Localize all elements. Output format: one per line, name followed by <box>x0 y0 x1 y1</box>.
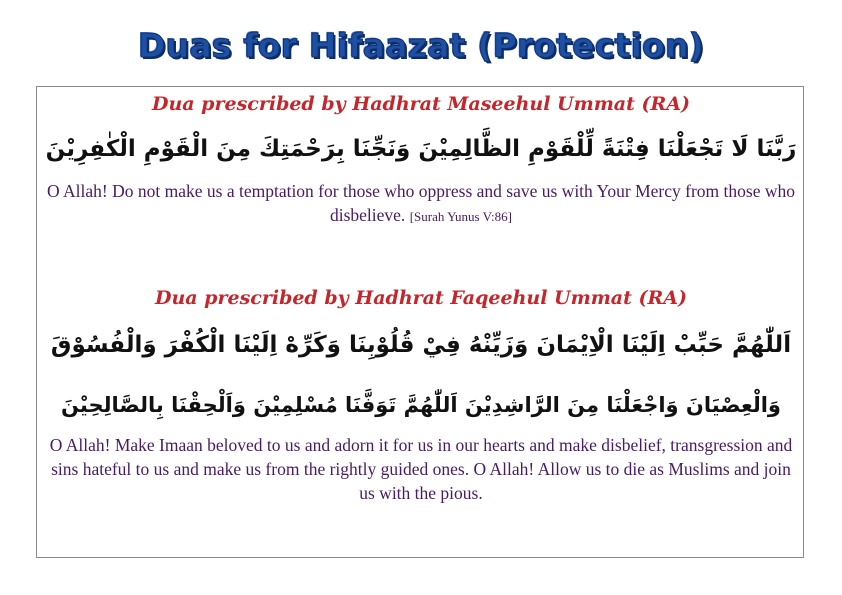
content-frame <box>36 86 804 558</box>
dua-2-heading: Dua prescribed by Hadhrat Faqeehul Ummat (RA) <box>154 287 688 309</box>
page-title: Duas for Hifaazat (Protection) <box>138 26 704 65</box>
dua-1-translation-block <box>43 179 799 229</box>
dua-1-translation: O Allah! Do not make us a temptation for those who oppress and save us with Your Mercy from those who disbelieve. <box>46 181 795 225</box>
dua-2-arabic-line-1: اَللّٰهُمَّ حَبِّبْ اِلَيْنَا الْاِيْمَانَ وَزَيِّنْهُ فِيْ قُلُوْبِنَا وَكَرِّهْ اِلَيْنَا الْكُفْرَ وَالْفُسُوْقَ <box>50 332 792 358</box>
dua-2-arabic-line-2: وَالْعِصْيَانَ وَاجْعَلْنَا مِنَ الرَّاشِدِيْنَ اَللّٰهُمَّ تَوَفَّنَا مُسْلِمِيْنَ وَاَلْحِقْنَا بِالصَّالِحِيْنَ <box>61 393 781 417</box>
dua-1-reference: [Surah Yunus V:86] <box>409 209 512 224</box>
dua-1-heading: Dua prescribed by Hadhrat Maseehul Ummat (RA) <box>151 93 691 115</box>
dua-1-arabic: رَبَّنَا لَا تَجْعَلْنَا فِتْنَةً لِّلْقَوْمِ الظَّالِمِيْنَ وَنَجِّنَا بِرَحْمَتِكَ مِنَ الْقَوْمِ الْكٰفِرِيْنَ <box>45 136 797 162</box>
dua-2-translation: O Allah! Make Imaan beloved to us and adorn it for us in our hearts and make disbelief, transgression and sins hateful to us and make us from the rightly guided ones. O Allah! Allow us to die as Muslims and join us with the pious. <box>49 435 793 503</box>
